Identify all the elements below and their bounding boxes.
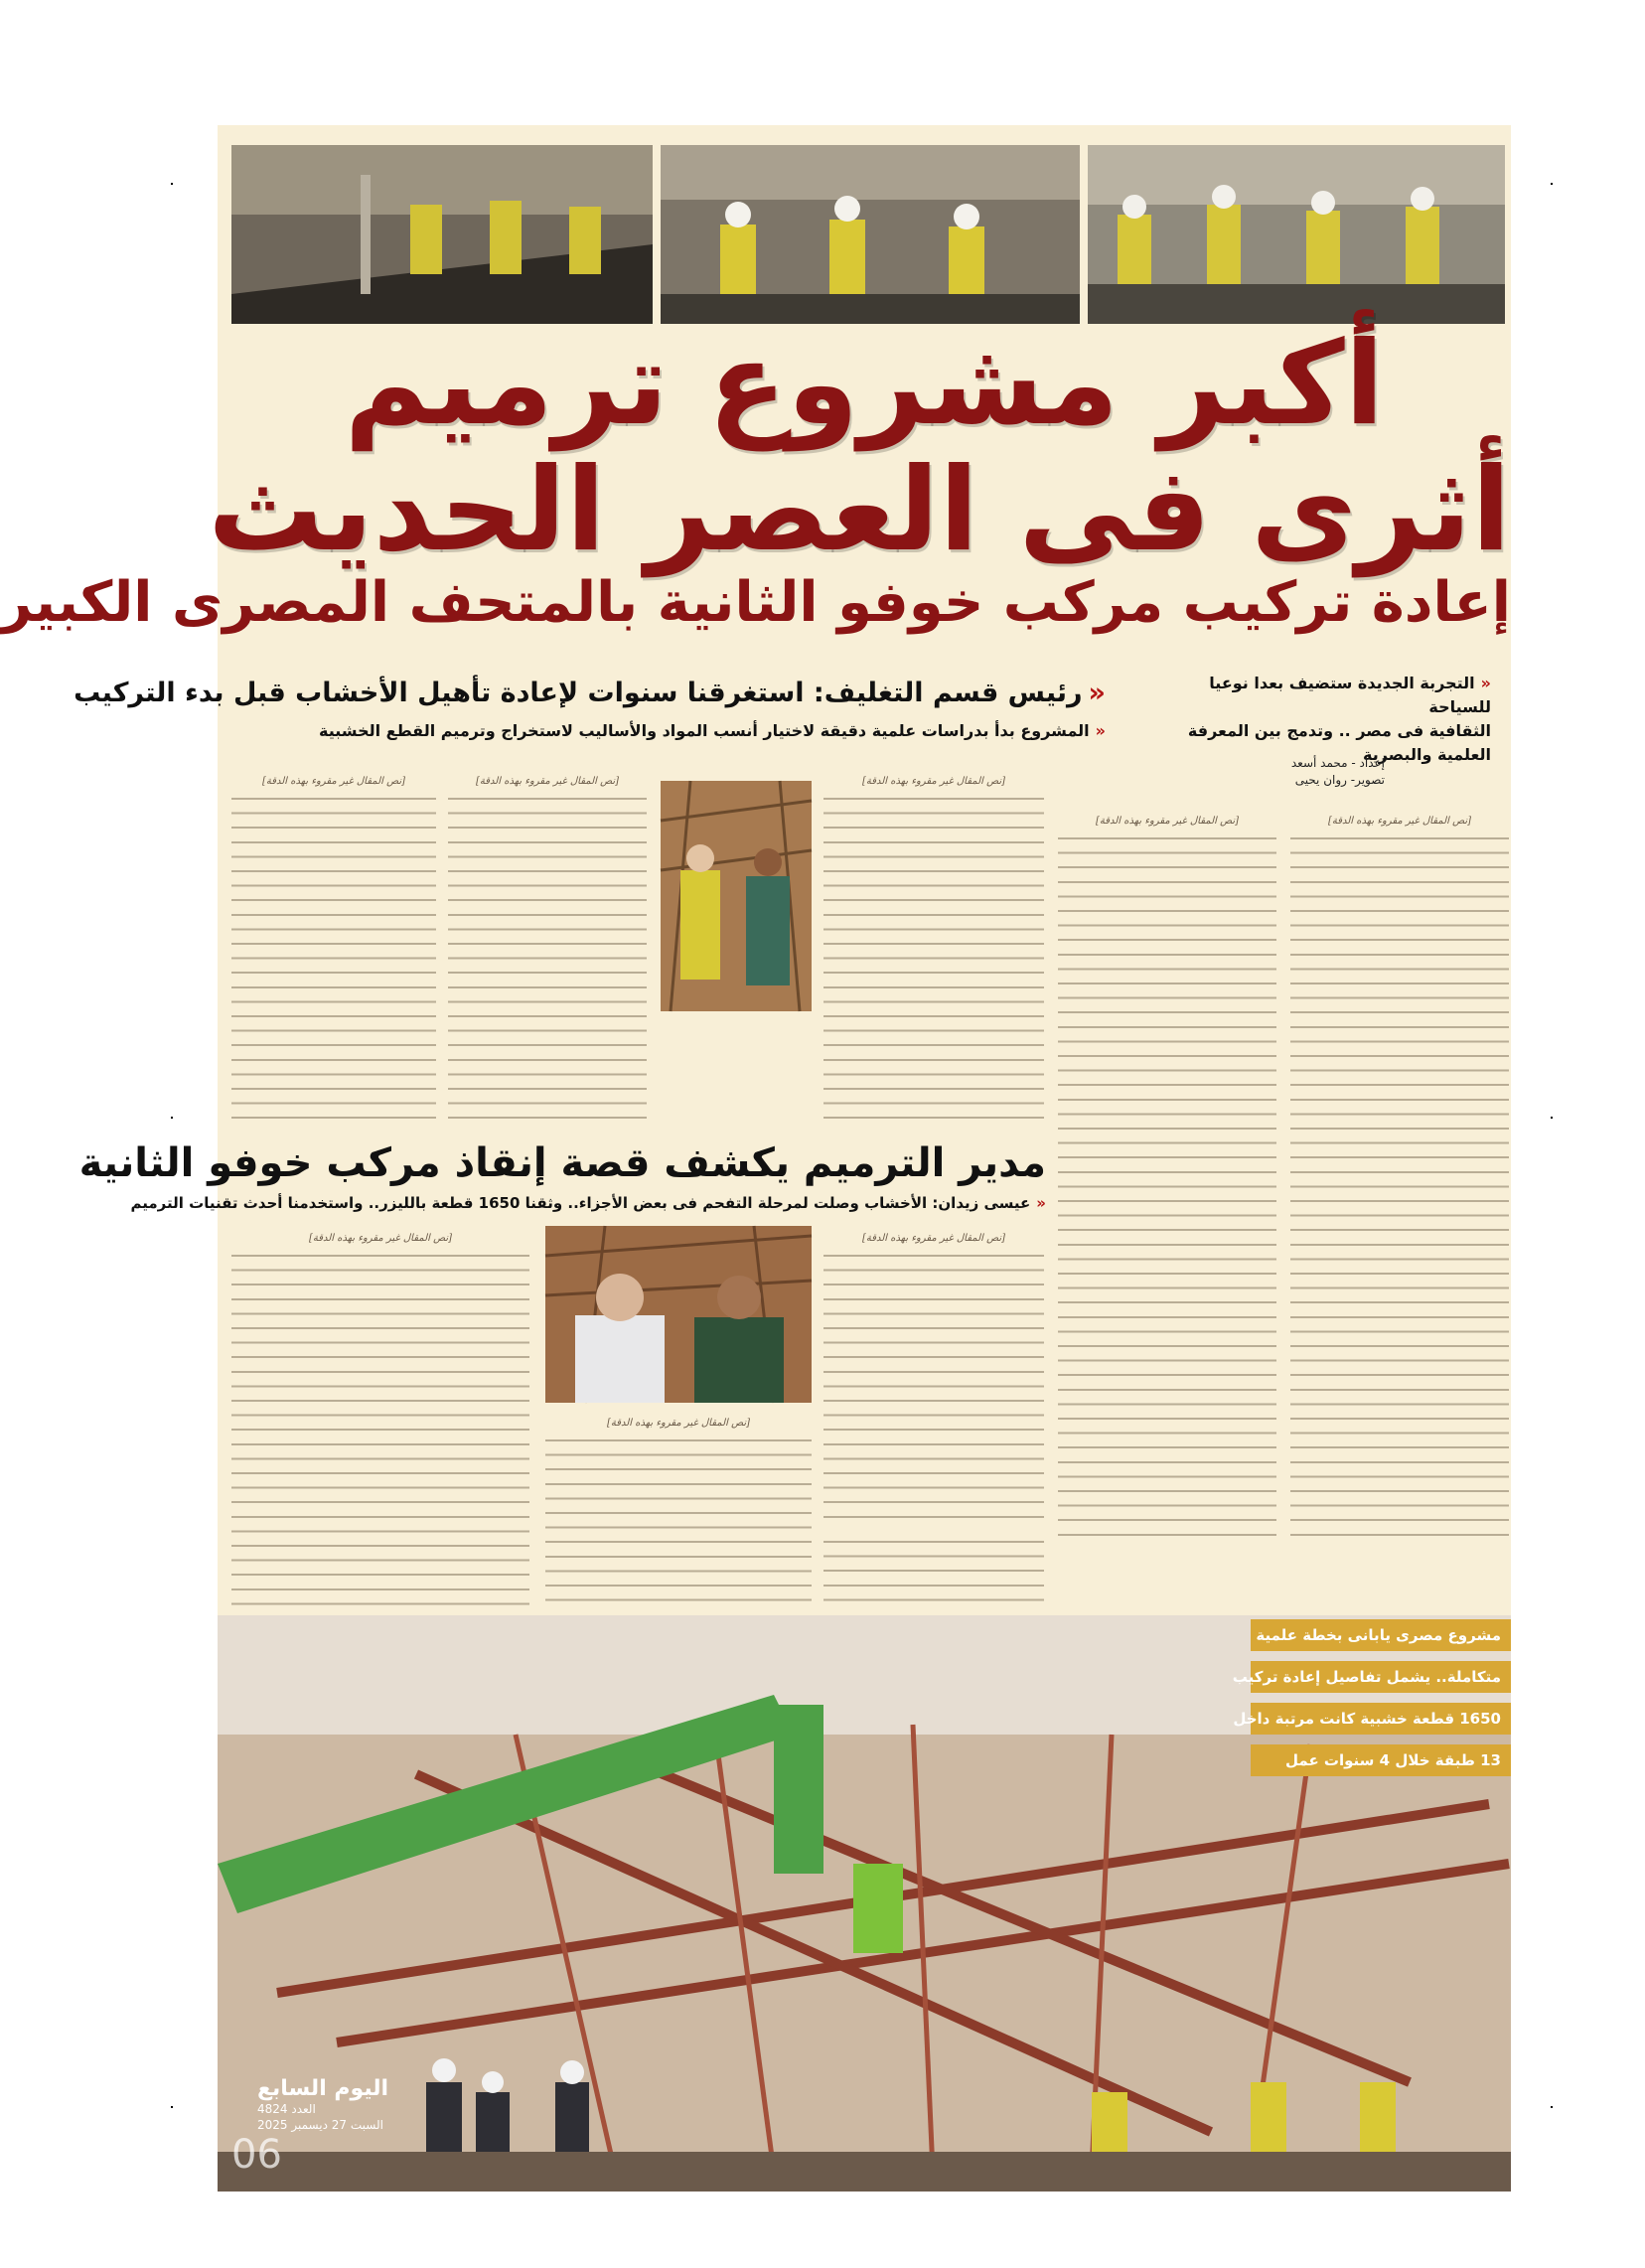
- credit-prep: إعداد - محمد أسعد: [1290, 756, 1385, 770]
- interview1-title: «رئيس قسم التغليف: استغرقنا سنوات لإعادة تأهيل الأخشاب قبل بدء التركيب: [74, 678, 1106, 708]
- text-lines: [1290, 832, 1509, 1546]
- interview2-body-column: [231, 1228, 529, 1607]
- top-photo-left: [231, 145, 653, 324]
- interview1-body-column: [448, 771, 647, 1129]
- issue-date: السبت 27 ديسمبر 2025: [257, 2118, 383, 2132]
- interview2-body-column: [823, 1536, 1044, 1605]
- text-lines: [1058, 832, 1276, 1546]
- main-headline-line1: أكبر مشروع ترميم: [344, 317, 1385, 451]
- highlight-box: مشروع مصرى يابانى بخطة علمية: [1251, 1619, 1511, 1651]
- crop-mark: [1551, 1117, 1553, 1119]
- newspaper-logo: [257, 2076, 406, 2133]
- text-lines: [823, 1536, 1044, 1605]
- text-lines: [231, 1250, 529, 1607]
- text-lines: [823, 1250, 1044, 1522]
- intro-kicker-line1: التجربة الجديدة ستضيف بعدا نوعيا للسياحة: [1209, 674, 1491, 716]
- text-lines: [545, 1435, 812, 1607]
- top-photo-middle: [661, 145, 1080, 324]
- interview2-title: مدير الترميم يكشف قصة إنقاذ مركب خوفو الثانية: [78, 1140, 1046, 1186]
- intro-body-column: [1058, 811, 1276, 1546]
- intro-kicker-line2: الثقافية فى مصر .. وتدمج بين المعرفة العلمية والبصرية: [1187, 721, 1491, 764]
- interview2-body-column: [823, 1228, 1044, 1522]
- bottom-main-photo: [218, 1615, 1511, 2192]
- text-lines: [231, 793, 436, 1129]
- newspaper-page: [0, 125, 1511, 2192]
- highlight-box: متكاملة.. يشمل تفاصيل إعادة تركيب: [1251, 1661, 1511, 1693]
- page-number: 06: [231, 2132, 282, 2178]
- highlight-box: 13 طبقة خلال 4 سنوات عمل: [1251, 1744, 1511, 1776]
- body-placeholder: [نص المقال غير مقروء بهذه الدقة]: [308, 1233, 453, 1244]
- interview1-photo: [661, 781, 812, 1011]
- body-placeholder: [نص المقال غير مقروء بهذه الدقة]: [861, 776, 1006, 787]
- body-placeholder: [نص المقال غير مقروء بهذه الدقة]: [1327, 816, 1472, 827]
- interview1-body-column: [231, 771, 436, 1129]
- text-lines: [448, 793, 647, 1129]
- body-placeholder: [نص المقال غير مقروء بهذه الدقة]: [1095, 816, 1240, 827]
- intro-body-column: [1290, 811, 1509, 1546]
- body-placeholder: [نص المقال غير مقروء بهذه الدقة]: [606, 1418, 751, 1429]
- interview2-photo: [545, 1226, 812, 1403]
- interview1-subtitle: «المشروع بدأ بدراسات علمية دقيقة لاختيار أنسب المواد والأساليب لاستخراج وترميم القطع الخشبية: [319, 721, 1106, 740]
- top-photo-right: [1088, 145, 1505, 324]
- crop-mark: [171, 183, 173, 185]
- chevron-marker-icon: «: [1036, 1194, 1046, 1212]
- interview1-body-column: [823, 771, 1044, 1129]
- text-lines: [823, 793, 1044, 1129]
- body-placeholder: [نص المقال غير مقروء بهذه الدقة]: [475, 776, 620, 787]
- chevron-marker-icon: «: [1480, 674, 1491, 692]
- crop-mark: [1551, 183, 1553, 185]
- crop-mark: [171, 1117, 173, 1119]
- chevron-marker-icon: «: [1095, 721, 1106, 740]
- body-placeholder: [نص المقال غير مقروء بهذه الدقة]: [261, 776, 406, 787]
- intro-kicker: [1153, 672, 1491, 767]
- brand-name: اليوم السابع: [257, 2076, 389, 2101]
- highlight-box: 1650 قطعة خشبية كانت مرتبة داخل: [1251, 1703, 1511, 1735]
- interview2-body-column: [545, 1413, 812, 1607]
- body-placeholder: [نص المقال غير مقروء بهذه الدقة]: [861, 1233, 1006, 1244]
- main-headline-line2: أثرى فى العصر الحديث: [208, 443, 1511, 577]
- chevron-marker-icon: «: [1088, 678, 1106, 708]
- interview2-subtitle: «عيسى زيدان: الأخشاب وصلت لمرحلة التفحم فى بعض الأجزاء.. وثقنا 1650 قطعة بالليزر.. واستخدمنا أحدث تقنيات الترميم: [130, 1194, 1046, 1212]
- issue-number: العدد 4824: [257, 2102, 316, 2116]
- crop-mark: [1551, 2106, 1553, 2108]
- main-subtitle: إعادة تركيب مركب خوفو الثانية بالمتحف المصرى الكبير: [0, 570, 1511, 635]
- intro-credits: [1146, 755, 1385, 789]
- crop-mark: [171, 2106, 173, 2108]
- credit-photo: تصوير- روان يحيى: [1294, 773, 1385, 787]
